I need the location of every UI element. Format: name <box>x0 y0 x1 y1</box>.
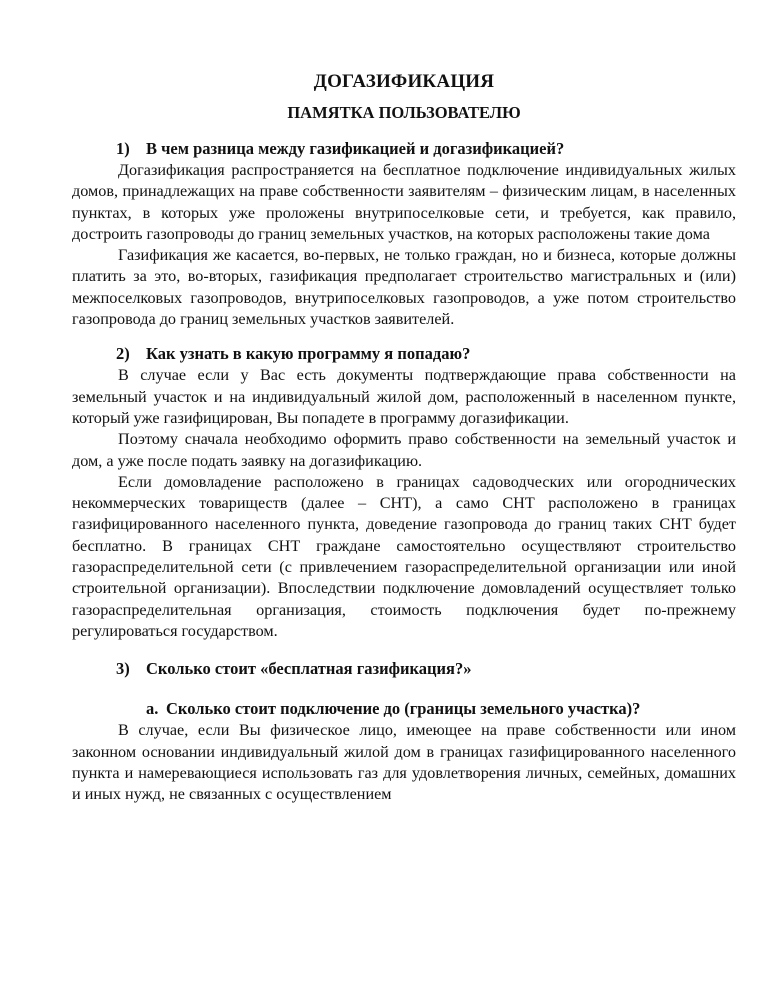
document-title: ДОГАЗИФИКАЦИЯ <box>313 71 495 92</box>
section-2-number: 2) <box>116 344 130 364</box>
section-3a-number: a. <box>146 699 159 719</box>
section-1-paragraph-2: Газификация же касается, во-первых, не только граждан, но и бизнеса, которые должны платить за это, во-вторых, газификация предполагает строительство магистральных и (или) межпоселковых газопроводов, внутрипоселковых газопроводов, а уже потом строительство газопровода до границ земельных участков заявителей. <box>72 246 736 329</box>
section-2-paragraph-1: В случае если у Вас есть документы подтверждающие права собственности на земельный участок и на индивидуальный жилой дом, расположенный в населенном пункте, который уже газифицирован, Вы попадете в программу догазификации. <box>72 366 736 427</box>
section-2-title: Как узнать в какую программу я попадаю? <box>146 344 471 364</box>
section-2-paragraph-2: Поэтому сначала необходимо оформить право собственности на земельный участок и дом, а уже после подать заявку на догазификацию. <box>72 430 736 470</box>
document-subtitle: ПАМЯТКА ПОЛЬЗОВАТЕЛЮ <box>287 103 521 122</box>
section-3-number: 3) <box>116 659 130 679</box>
document-page <box>72 68 736 804</box>
section-3a-paragraph: В случае, если Вы физическое лицо, имеющее на праве собственности или ином законном основании индивидуальный жилой дом в границах газифицированного населенного пункта и намеревающиеся использовать газ для удовлетворения личных, семейных, домашних и иных нужд, не связанных с осуществлением <box>72 721 736 804</box>
section-1-heading <box>72 138 736 160</box>
section-1-title: В чем разница между газификацией и догазификацией? <box>146 139 565 158</box>
section-3a-paragraph-clip <box>72 720 736 804</box>
section-1-number: 1) <box>116 139 130 158</box>
section-1-paragraph-1: Догазификация распространяется на бесплатное подключение индивидуальных жилых домов, принадлежащих на праве собственности заявителям – физическим лицам, в населенных пунктах, в которых уже проложены внутрипоселковые сети, и требуется, как правило, достроить газопроводы до границ земельных участков, на которых расположены такие дома <box>72 161 736 243</box>
section-3a-title: Сколько стоит подключение до (границы земельного участка)? <box>166 699 641 719</box>
section-2-paragraph-3: Если домовладение расположено в границах садоводческих или огороднических некоммерческих товариществ (далее – СНТ), а само СНТ расположено в границах газифицированного населенного пункта, доведение газопровода до границ таких СНТ будет бесплатно. В границах СНТ граждане самостоятельно осуществляют строительство газораспределительной сети (с привлечением газораспределительной организации или иной строительной организации). Впоследствии подключение домовладений осуществляет только газораспределительная организация, стоимость подключения будет по-прежнему регулироваться государством. <box>72 472 736 640</box>
section-3a-heading <box>72 698 736 720</box>
section-3-heading <box>72 658 736 680</box>
section-2-heading <box>72 343 736 365</box>
section-3-title: Сколько стоит «бесплатная газификация?» <box>146 659 472 679</box>
